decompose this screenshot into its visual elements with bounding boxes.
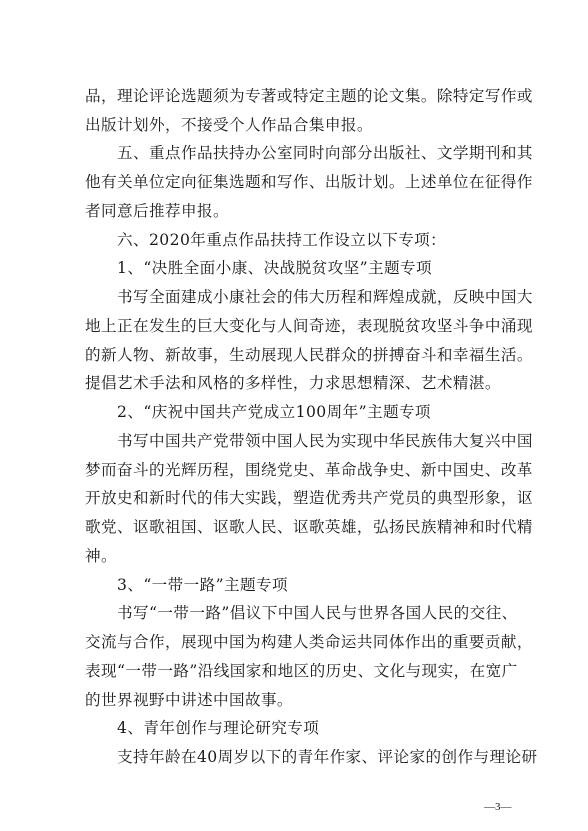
text-line: 交流与合作，展现中国为构建人类命运共同体作出的重要贡献，: [85, 633, 533, 652]
text-line: 支持年龄在40周岁以下的青年作家、评论家的创作与理论研: [117, 748, 538, 766]
text-line: 提倡艺术手法和风格的多样性，力求思想精深、艺术精湛。: [85, 374, 501, 393]
text-line: 的世界视野中讲述中国故事。: [85, 690, 293, 709]
text-line: 书写全面建成小康社会的伟大历程和辉煌成就，反映中国大: [117, 288, 533, 307]
subsection-heading-1: 1、“决胜全面小康、决战脱贫攻坚”主题专项: [117, 259, 432, 278]
text-line: 品，理论评论选题须为专著或特定主题的论文集。除特定写作或: [85, 87, 533, 105]
text-line: 梦而奋斗的光辉历程，围绕党史、革命战争史、新中国史、改革: [85, 460, 533, 479]
text-line: 出版计划外，不接受个人作品合集申报。: [85, 115, 373, 134]
text-line: 开放史和新时代的伟大实践，塑造优秀共产党员的典型形象，讴: [85, 489, 533, 508]
text-line: 他有关单位定向征集选题和写作、出版计划。上述单位在征得作: [85, 173, 533, 192]
section-heading-six: 六、2020年重点作品扶持工作设立以下专项：: [117, 230, 447, 249]
page-number: —3—: [484, 801, 512, 813]
text-line: 表现“一带一路”沿线国家和地区的历史、文化与现实，在宽广: [85, 661, 518, 680]
text-line: 歌党、讴歌祖国、讴歌人民、讴歌英雄，弘扬民族精神和时代精: [85, 518, 533, 537]
text-line: 书写“一带一路”倡议下中国人民与世界各国人民的交往、: [117, 604, 518, 623]
section-heading-five: 五、重点作品扶持办公室同时向部分出版社、文学期刊和其: [117, 144, 533, 163]
text-line: 神。: [85, 546, 117, 565]
subsection-heading-4: 4、青年创作与理论研究专项: [117, 719, 320, 738]
text-line: 者同意后推荐申报。: [85, 201, 229, 220]
text-line: 的新人物、新故事，生动展现人民群众的拼搏奋斗和幸福生活。: [85, 345, 533, 364]
text-line: 地上正在发生的巨大变化与人间奇迹，表现脱贫攻坚斗争中涌现: [85, 316, 533, 335]
subsection-heading-2: 2、“庆祝中国共产党成立100周年”主题专项: [117, 403, 431, 422]
text-line: 书写中国共产党带领中国人民为实现中华民族伟大复兴中国: [117, 431, 533, 450]
subsection-heading-3: 3、“一带一路”主题专项: [117, 575, 289, 594]
